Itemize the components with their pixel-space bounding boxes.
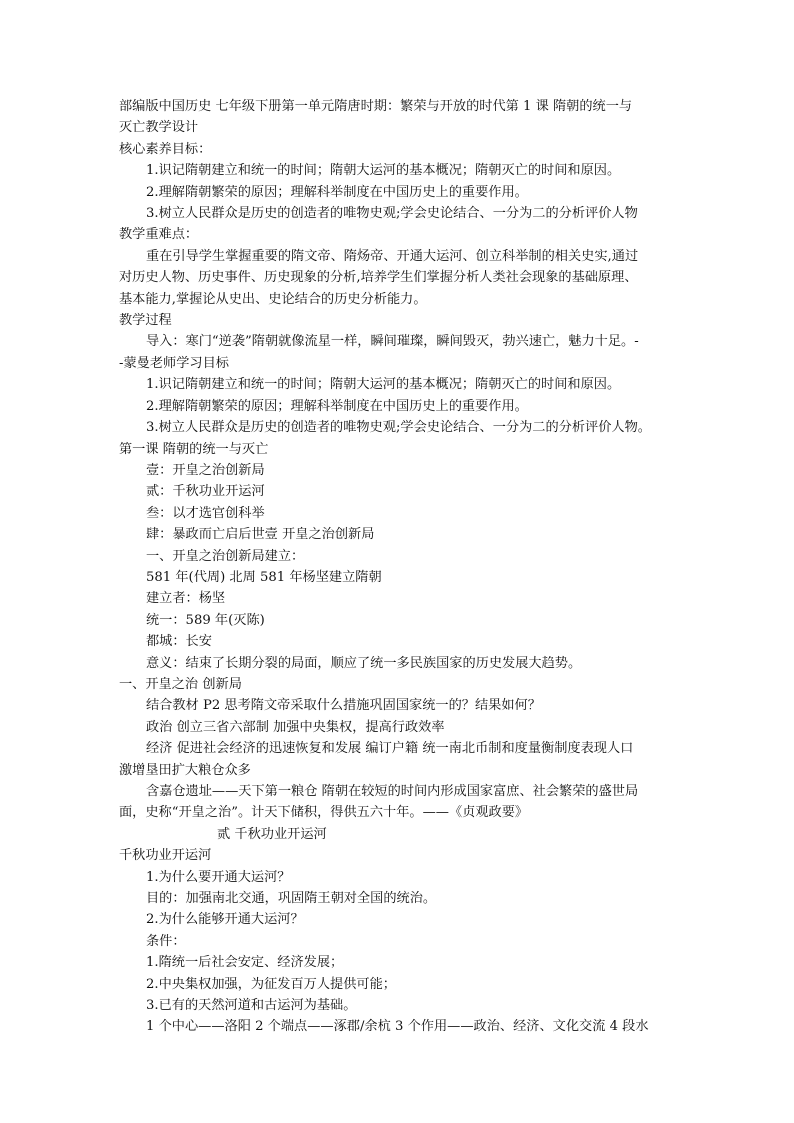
key-points-heading: 教学重难点：	[119, 227, 199, 243]
canal-condition-item: 2.中央集权加强，为征发百万人提供可能；	[146, 976, 396, 992]
fact-line: 意义：结束了长期分裂的局面，顺应了统一多民族国家的历史发展大趋势。	[146, 655, 582, 671]
outline-item: 肆：暴政而亡启后世壹 开皇之治创新局	[146, 527, 375, 543]
kaihuang-question: 结合教材 P2 思考隋文帝采取什么措施巩固国家统一的？结果如何？	[146, 698, 541, 714]
canal-condition-item: 1.隋统一后社会安定、经济发展；	[146, 955, 344, 971]
canal-centered-heading: 贰 千秋功业开运河	[217, 826, 327, 842]
objective-item: 1.识记隋朝建立和统一的时间；隋朝大运河的基本概况；隋朝灭亡的时间和原因。	[146, 377, 621, 393]
outline-item: 贰：千秋功业开运河	[146, 484, 265, 500]
process-heading: 教学过程	[119, 313, 172, 329]
fact-line: 统一：589 年(灭陈)	[146, 612, 265, 628]
intro-line: 导入：寒门“逆袭”隋朝就像流星一样，瞬间璀璨，瞬间毁灭，勃兴速亡，魅力十足。-	[146, 334, 639, 350]
goal-item: 1.识记隋朝建立和统一的时间；隋朝大运河的基本概况；隋朝灭亡的时间和原因。	[146, 163, 621, 179]
intro-line: -蒙曼老师学习目标	[119, 355, 229, 371]
kaihuang-politics: 政治 创立三省六部制 加强中央集权，提高行政效率	[146, 719, 445, 735]
canal-summary: 1 个中心——洛阳 2 个端点——涿郡/余杭 3 个作用——政治、经济、文化交流 4 段水	[146, 1019, 649, 1035]
canal-heading: 千秋功业开运河	[119, 848, 212, 864]
canal-condition-item: 3.已有的天然河道和古运河为基础。	[146, 998, 357, 1014]
canal-purpose: 目的：加强南北交通，巩固隋王朝对全国的统治。	[146, 891, 437, 907]
granary-line: 面，史称“开皇之治”。计天下储积，得供五六十年。——《贞观政要》	[119, 805, 529, 821]
outline-item: 叁：以才选官创科举	[146, 505, 265, 521]
granary-line: 含嘉仓遗址——天下第一粮仓 隋朝在较短的时间内形成国家富庶、社会繁荣的盛世局	[146, 784, 639, 799]
objective-item: 2.理解隋朝繁荣的原因；理解科举制度在中国历史上的重要作用。	[146, 398, 528, 414]
canal-question: 1.为什么要开通大运河？	[146, 869, 291, 885]
key-points-paragraph-line: 重在引导学生掌握重要的隋文帝、隋炀帝、开通大运河、创立科举制的相关史实,通过	[146, 248, 639, 264]
canal-question: 2.为什么能够开通大运河？	[146, 912, 304, 928]
objective-item: 3.树立人民群众是历史的创造者的唯物史观;学会史论结合、一分为二的分析评价人物。	[146, 420, 651, 436]
kaihuang-economy-line: 激增垦田扩大粮仓众多	[119, 762, 251, 778]
goal-item: 2.理解隋朝繁荣的原因；理解科举制度在中国历史上的重要作用。	[146, 184, 528, 200]
key-points-paragraph-line: 基本能力,掌握论从史出、史论结合的历史分析能力。	[119, 291, 427, 307]
kaihuang-heading: 一、开皇之治 创新局	[119, 676, 242, 692]
fact-line: 都城：长安	[146, 634, 212, 650]
canal-conditions-heading: 条件：	[146, 933, 186, 949]
fact-line: 581 年(代周) 北周 581 年杨坚建立隋朝	[146, 569, 382, 585]
kaihuang-economy-line: 经济 促进社会经济的迅速恢复和发展 编订户籍 统一南北币制和度量衡制度表现人口	[146, 741, 634, 757]
goals-heading: 核心素养目标：	[119, 141, 212, 157]
document-title-line: 灭亡教学设计	[119, 120, 199, 136]
fact-line: 建立者：杨坚	[146, 591, 226, 607]
outline-item: 壹：开皇之治创新局	[146, 462, 265, 478]
document-title-line: 部编版中国历史 七年级下册第一单元隋唐时期：繁荣与开放的时代第 1 课 隋朝的统一与	[119, 99, 633, 114]
document-body	[119, 96, 679, 1038]
goal-item: 3.树立人民群众是历史的创造者的唯物史观;学会史论结合、一分为二的分析评价人物	[146, 206, 638, 222]
section-one-heading: 一、开皇之治创新局建立：	[146, 548, 305, 564]
lesson-title: 第一课 隋朝的统一与灭亡	[119, 441, 269, 457]
key-points-paragraph-line: 对历史人物、历史事件、历史现象的分析,培养学生们掌握分析人类社会现象的基础原理、	[119, 270, 638, 286]
